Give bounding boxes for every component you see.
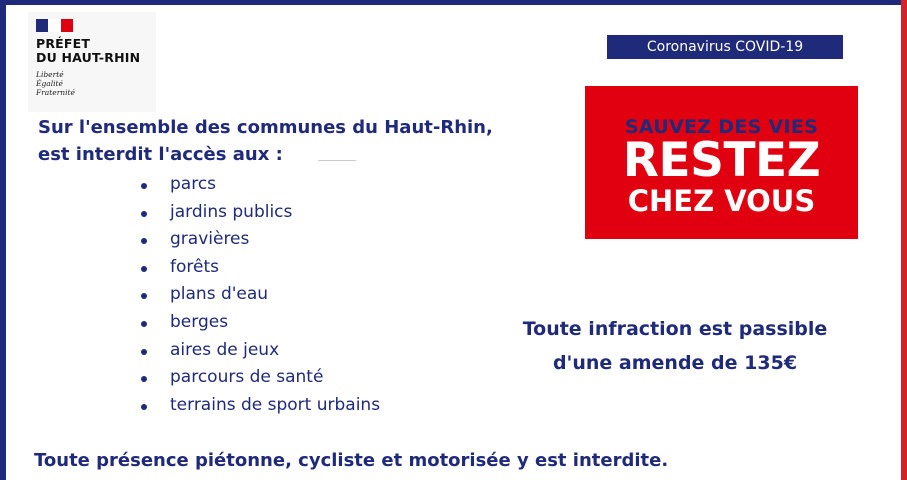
motto-fraternite: Fraternité: [36, 88, 75, 97]
prefecture-name-line2: DU HAUT-RHIN: [36, 50, 141, 65]
prefecture-name: [36, 37, 140, 65]
list-item: terrains de sport urbains: [138, 392, 380, 420]
prefecture-name-line1: PRÉFET: [36, 36, 91, 51]
intro-divider: [318, 160, 356, 161]
list-item: gravières: [138, 226, 380, 254]
frame-top-border: [0, 0, 907, 5]
intro-line2: est interdit l'accès aux :: [38, 144, 283, 165]
slogan-line1: SAUVEZ DES VIES: [624, 116, 819, 138]
motto-liberte: Liberté: [36, 70, 64, 79]
list-item: jardins publics: [138, 199, 380, 227]
fine-line2: d'une amende de 135€: [552, 352, 798, 374]
frame-right-border: [901, 0, 907, 480]
list-item: plans d'eau: [138, 281, 380, 309]
places-list: [138, 171, 380, 419]
motto-egalite: Égalité: [36, 79, 63, 88]
prefecture-logo: [28, 12, 156, 112]
list-item: parcs: [138, 171, 380, 199]
fine-notice: [470, 312, 880, 380]
list-item: berges: [138, 309, 380, 337]
slogan-line3: CHEZ VOUS: [627, 184, 816, 218]
slogan-line2: RESTEZ: [622, 133, 821, 188]
french-flag-icon: [36, 19, 73, 32]
frame-left-border: [0, 0, 6, 480]
covid-tag: Coronavirus COVID-19: [607, 35, 843, 59]
list-item: parcours de santé: [138, 364, 380, 392]
list-item: forêts: [138, 254, 380, 282]
fine-line1: Toute infraction est passible: [522, 318, 828, 340]
list-item: aires de jeux: [138, 337, 380, 365]
footer-notice: Toute présence piétonne, cycliste et motorisée y est interdite.: [34, 450, 669, 471]
intro-line1: Sur l'ensemble des communes du Haut-Rhin,: [38, 117, 493, 138]
republic-motto: [36, 70, 75, 97]
slogan-box: [585, 86, 858, 239]
